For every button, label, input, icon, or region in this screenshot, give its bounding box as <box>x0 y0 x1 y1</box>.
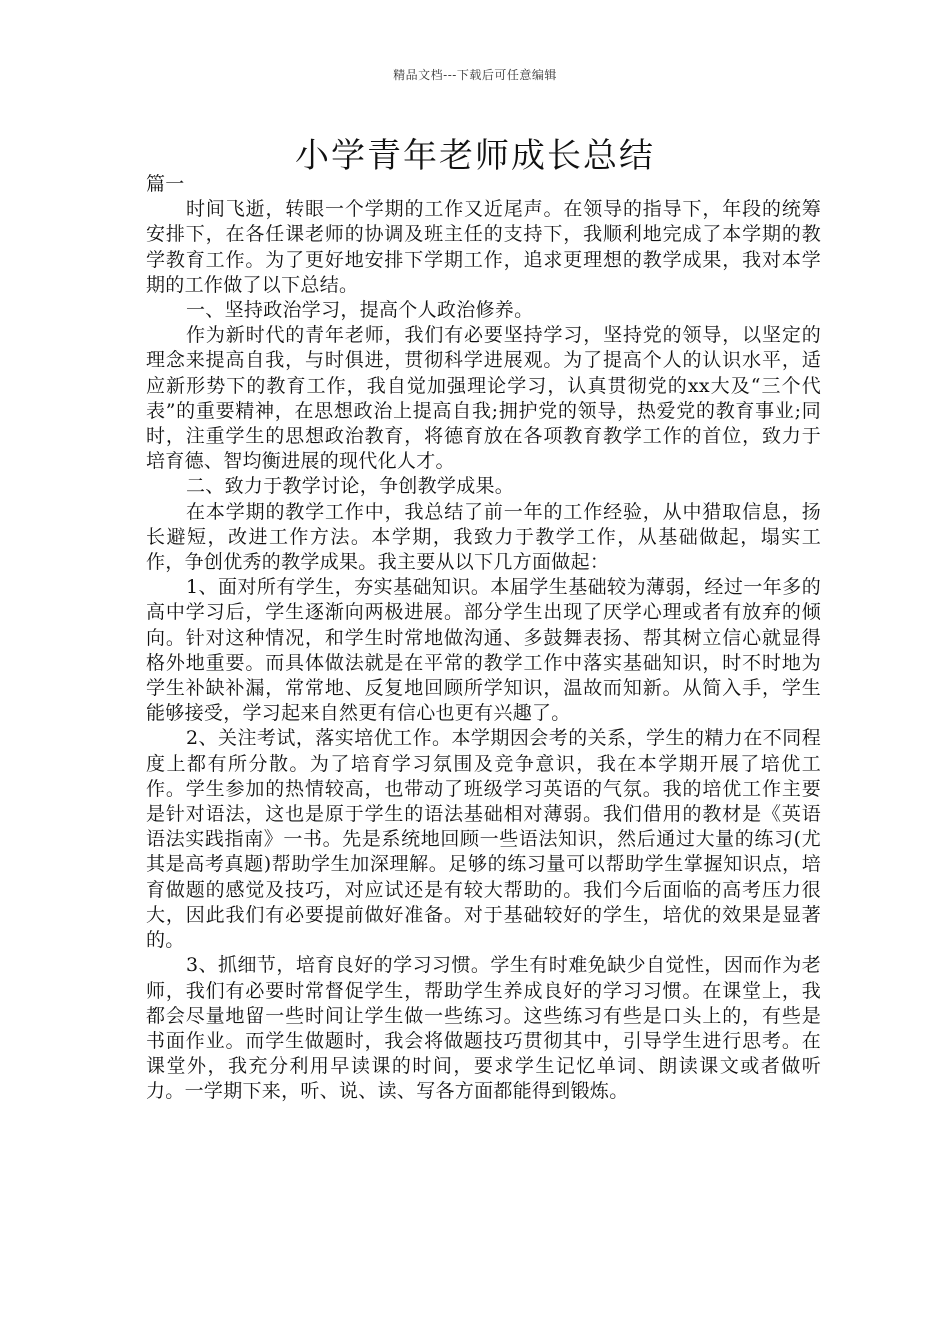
paragraph-teaching: 在本学期的教学工作中，我总结了前一年的工作经验，从中猎取信息，扬长避短，改进工作方法。本学期，我致力于教学工作，从基础做起，塌实工作，争创优秀的教学成果。我主要从以下几方面做起： <box>146 500 821 574</box>
heading-section-2: 二、致力于教学讨论，争创教学成果。 <box>186 475 515 498</box>
header-note: 精品文档---下载后可任意编辑 <box>393 68 557 82</box>
document-title: 小学青年老师成长总结 <box>295 136 655 176</box>
paragraph-point-3: 3、抓细节，培育良好的学习习惯。学生有时难免缺少自觉性，因而作为老师，我们有必要时常督促学生，帮助学生养成良好的学习习惯。在课堂上，我都会尽量地留一些时间让学生做一些练习。这些练习有些是口头上的，有些是书面作业。而学生做题时，我会将做题技巧贯彻其中，引导学生进行思考。在课堂外，我充分利用早读课的时间，要求学生记忆单词、朗读课文或者做听力。一学期下来，听、说、读、写各方面都能得到锻炼。 <box>146 954 821 1103</box>
paragraph-intro: 时间飞逝，转眼一个学期的工作又近尾声。在领导的指导下，年段的统筹安排下，在各任课老师的协调及班主任的支持下，我顺利地完成了本学期的教学教育工作。为了更好地安排下学期工作，追求更理想的教学成果，我对本学期的工作做了以下总结。 <box>146 198 821 296</box>
section-label: 篇一 <box>146 173 185 195</box>
document-body <box>146 172 821 1105</box>
paragraph-point-1: 1、面对所有学生，夯实基础知识。本届学生基础较为薄弱，经过一年多的高中学习后，学生逐渐向两极进展。部分学生出现了厌学心理或者有放弃的倾向。针对这种情况，和学生时常地做沟通、多鼓舞表扬、帮其树立信心就显得格外地重要。而具体做法就是在平常的教学工作中落实基础知识，时不时地为学生补缺补漏，常常地、反复地回顾所学知识，温故而知新。从简入手，学生能够接受，学习起来自然更有信心也更有兴趣了。 <box>146 576 821 725</box>
heading-section-1: 一、坚持政治学习，提高个人政治修养。 <box>186 299 534 322</box>
paragraph-point-2: 2、关注考试，落实培优工作。本学期因会考的关系，学生的精力在不同程度上都有所分散。为了培育学习氛围及竞争意识，我在本学期开展了培优工作。学生参加的热情较高，也带动了班级学习英语的气氛。我的培优工作主要是针对语法，这也是原于学生的语法基础相对薄弱。我们借用的教材是《英语语法实践指南》一书。先是系统地回顾一些语法知识，然后通过大量的练习(尤其是高考真题)帮助学生加深理解。足够的练习量可以帮助学生掌握知识点，培育做题的感觉及技巧，对应试还是有较大帮助的。我们今后面临的高考压力很大，因此我们有必要提前做好准备。对于基础较好的学生，培优的效果是显著的。 <box>146 727 821 952</box>
paragraph-politics: 作为新时代的青年老师，我们有必要坚持学习，坚持党的领导，以坚定的理念来提高自我，与时俱进，贯彻科学进展观。为了提高个人的认识水平，适应新形势下的教育工作，我自觉加强理论学习，认真贯彻党的xx大及“三个代表”的重要精神，在思想政治上提高自我;拥护党的领导，热爱党的教育事业;同时，注重学生的思想政治教育，将德育放在各项教育教学工作的首位，致力于培育德、智均衡进展的现代化人才。 <box>146 324 821 473</box>
